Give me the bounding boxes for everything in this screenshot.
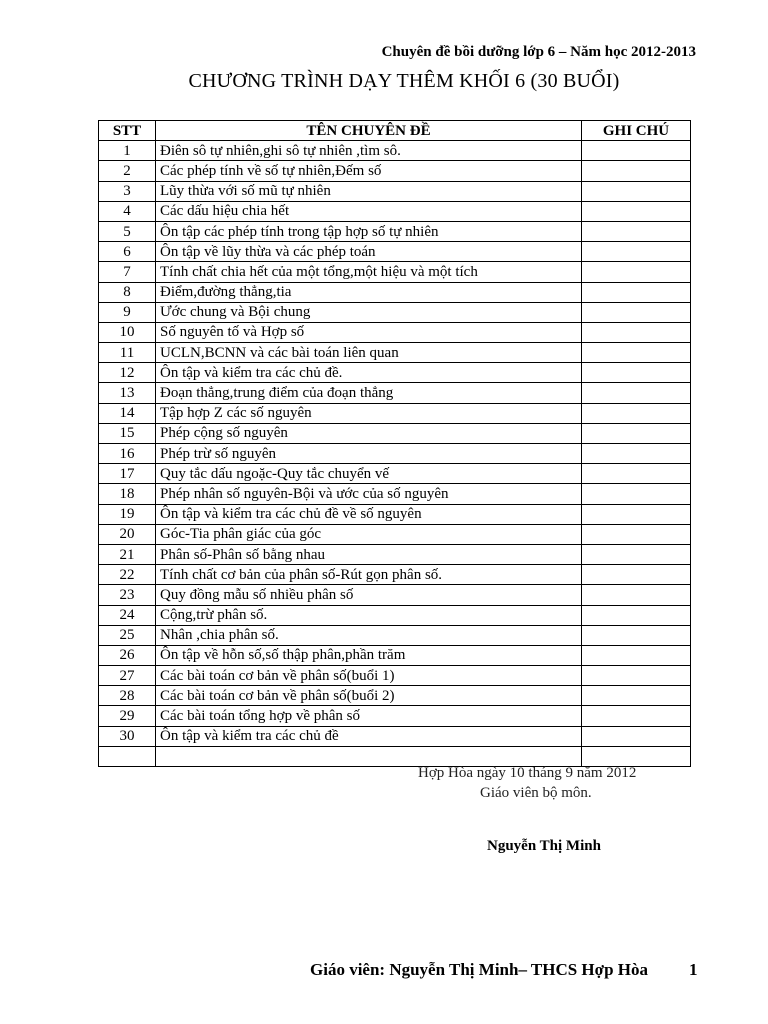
topic-note	[582, 403, 691, 423]
table-header-row	[99, 121, 691, 141]
table-row	[99, 423, 691, 443]
page-title: CHƯƠNG TRÌNH DẠY THÊM KHỐI 6 (30 BUỔI)	[188, 70, 620, 92]
topic-note	[582, 706, 691, 726]
topic-name	[156, 746, 582, 766]
row-number: 8	[99, 282, 156, 302]
row-number: 14	[99, 403, 156, 423]
page-footer: Giáo viên: Nguyễn Thị Minh– THCS Hợp Hòa	[310, 960, 648, 979]
table-row	[99, 141, 691, 161]
page-number: 1	[689, 960, 698, 979]
topic-name: Phép cộng số nguyên	[156, 423, 582, 443]
row-number: 11	[99, 343, 156, 363]
topic-name: Quy tắc dấu ngoặc-Quy tắc chuyển vế	[156, 464, 582, 484]
row-number: 26	[99, 645, 156, 665]
table-row	[99, 363, 691, 383]
row-number: 23	[99, 585, 156, 605]
column-header-note: GHI CHÚ	[582, 121, 691, 141]
topic-note	[582, 746, 691, 766]
topic-note	[582, 161, 691, 181]
topic-note	[582, 464, 691, 484]
signoff-role: Giáo viên bộ môn.	[480, 785, 592, 801]
table-row	[99, 645, 691, 665]
topic-name: Góc-Tia phân giác của góc	[156, 524, 582, 544]
topic-name: Điên sô tự nhiên,ghi sô tự nhiên ,tìm sô.	[156, 141, 582, 161]
topic-note	[582, 363, 691, 383]
row-number: 1	[99, 141, 156, 161]
row-number: 7	[99, 262, 156, 282]
row-number: 13	[99, 383, 156, 403]
table-row	[99, 383, 691, 403]
topic-note	[582, 686, 691, 706]
row-number: 22	[99, 565, 156, 585]
topic-name: Ôn tập và kiểm tra các chủ đề	[156, 726, 582, 746]
topic-note	[582, 585, 691, 605]
topic-note	[582, 423, 691, 443]
topic-name: Lũy thừa với số mũ tự nhiên	[156, 181, 582, 201]
topic-name: Ôn tập và kiểm tra các chủ đề.	[156, 363, 582, 383]
topic-name: Đoạn thẳng,trung điểm của đoạn thẳng	[156, 383, 582, 403]
topic-name: Các bài toán cơ bản về phân số(buổi 1)	[156, 666, 582, 686]
table-row	[99, 242, 691, 262]
row-number: 20	[99, 524, 156, 544]
table-row	[99, 524, 691, 544]
table-body	[99, 141, 691, 767]
topic-name: Ôn tập về hỗn số,số thập phân,phần trăm	[156, 645, 582, 665]
topic-name: Ôn tập và kiểm tra các chủ đề về số nguyên	[156, 504, 582, 524]
row-number: 27	[99, 666, 156, 686]
topic-note	[582, 141, 691, 161]
topic-note	[582, 645, 691, 665]
table-row	[99, 161, 691, 181]
topic-name: Số nguyên tố và Hợp số	[156, 322, 582, 342]
topic-name: Phép trừ số nguyên	[156, 444, 582, 464]
row-number: 15	[99, 423, 156, 443]
table-row	[99, 726, 691, 746]
topic-note	[582, 383, 691, 403]
table-row	[99, 504, 691, 524]
topic-name: Quy đồng mẫu số nhiều phân số	[156, 585, 582, 605]
row-number: 3	[99, 181, 156, 201]
column-header-topic: TÊN CHUYÊN ĐỀ	[156, 121, 582, 141]
topic-note	[582, 625, 691, 645]
table-row	[99, 201, 691, 221]
topic-name: Tập hợp Z các số nguyên	[156, 403, 582, 423]
row-number: 19	[99, 504, 156, 524]
row-number: 9	[99, 302, 156, 322]
topics-table	[98, 120, 691, 767]
topic-note	[582, 524, 691, 544]
table-row	[99, 686, 691, 706]
subject-line: Chuyên đề bồi dưỡng lớp 6 – Năm học 2012-2013	[381, 44, 696, 60]
topic-name: UCLN,BCNN và các bài toán liên quan	[156, 343, 582, 363]
row-number: 16	[99, 444, 156, 464]
row-number: 30	[99, 726, 156, 746]
table-row	[99, 484, 691, 504]
row-number: 18	[99, 484, 156, 504]
topic-note	[582, 282, 691, 302]
row-number: 25	[99, 625, 156, 645]
table-row	[99, 464, 691, 484]
topic-name: Điểm,đường thẳng,tia	[156, 282, 582, 302]
topic-name: Các bài toán cơ bản về phân số(buổi 2)	[156, 686, 582, 706]
row-number: 21	[99, 544, 156, 564]
row-number: 2	[99, 161, 156, 181]
table-row	[99, 565, 691, 585]
table-row	[99, 343, 691, 363]
table-row	[99, 605, 691, 625]
signoff-date: Hợp Hòa ngày 10 tháng 9 năm 2012	[418, 765, 637, 781]
topic-name: Ước chung và Bội chung	[156, 302, 582, 322]
row-number: 6	[99, 242, 156, 262]
topic-note	[582, 262, 691, 282]
topic-note	[582, 726, 691, 746]
topic-name: Nhân ,chia phân số.	[156, 625, 582, 645]
table-row	[99, 746, 691, 766]
topic-name: Phép nhân số nguyên-Bội và ước của số nguyên	[156, 484, 582, 504]
topic-note	[582, 484, 691, 504]
topic-note	[582, 444, 691, 464]
row-number: 10	[99, 322, 156, 342]
topic-name: Tính chất chia hết của một tổng,một hiệu và một tích	[156, 262, 582, 282]
topic-name: Các phép tính về số tự nhiên,Đếm số	[156, 161, 582, 181]
table-row	[99, 706, 691, 726]
topic-note	[582, 605, 691, 625]
table-row	[99, 322, 691, 342]
topic-note	[582, 302, 691, 322]
signoff-name: Nguyễn Thị Minh	[487, 838, 601, 854]
topic-note	[582, 221, 691, 241]
column-header-stt: STT	[99, 121, 156, 141]
table-row	[99, 221, 691, 241]
topic-note	[582, 565, 691, 585]
table-row	[99, 544, 691, 564]
table-row	[99, 625, 691, 645]
row-number	[99, 746, 156, 766]
topic-note	[582, 242, 691, 262]
table-row	[99, 666, 691, 686]
table-row	[99, 403, 691, 423]
row-number: 17	[99, 464, 156, 484]
row-number: 12	[99, 363, 156, 383]
topic-note	[582, 504, 691, 524]
topic-note	[582, 181, 691, 201]
topic-note	[582, 666, 691, 686]
topic-name: Ôn tập các phép tính trong tập hợp số tự nhiên	[156, 221, 582, 241]
topic-name: Phân số-Phân số bằng nhau	[156, 544, 582, 564]
table-row	[99, 302, 691, 322]
row-number: 5	[99, 221, 156, 241]
row-number: 4	[99, 201, 156, 221]
topic-note	[582, 322, 691, 342]
table-row	[99, 181, 691, 201]
row-number: 24	[99, 605, 156, 625]
table-row	[99, 585, 691, 605]
row-number: 28	[99, 686, 156, 706]
table-row	[99, 282, 691, 302]
table-row	[99, 444, 691, 464]
topic-name: Ôn tập về lũy thừa và các phép toán	[156, 242, 582, 262]
topic-name: Cộng,trừ phân số.	[156, 605, 582, 625]
table-row	[99, 262, 691, 282]
topic-name: Tính chất cơ bản của phân số-Rút gọn phân số.	[156, 565, 582, 585]
topic-note	[582, 201, 691, 221]
topic-note	[582, 343, 691, 363]
row-number: 29	[99, 706, 156, 726]
topic-name: Các bài toán tổng hợp về phân số	[156, 706, 582, 726]
topic-name: Các dấu hiệu chia hết	[156, 201, 582, 221]
topic-note	[582, 544, 691, 564]
